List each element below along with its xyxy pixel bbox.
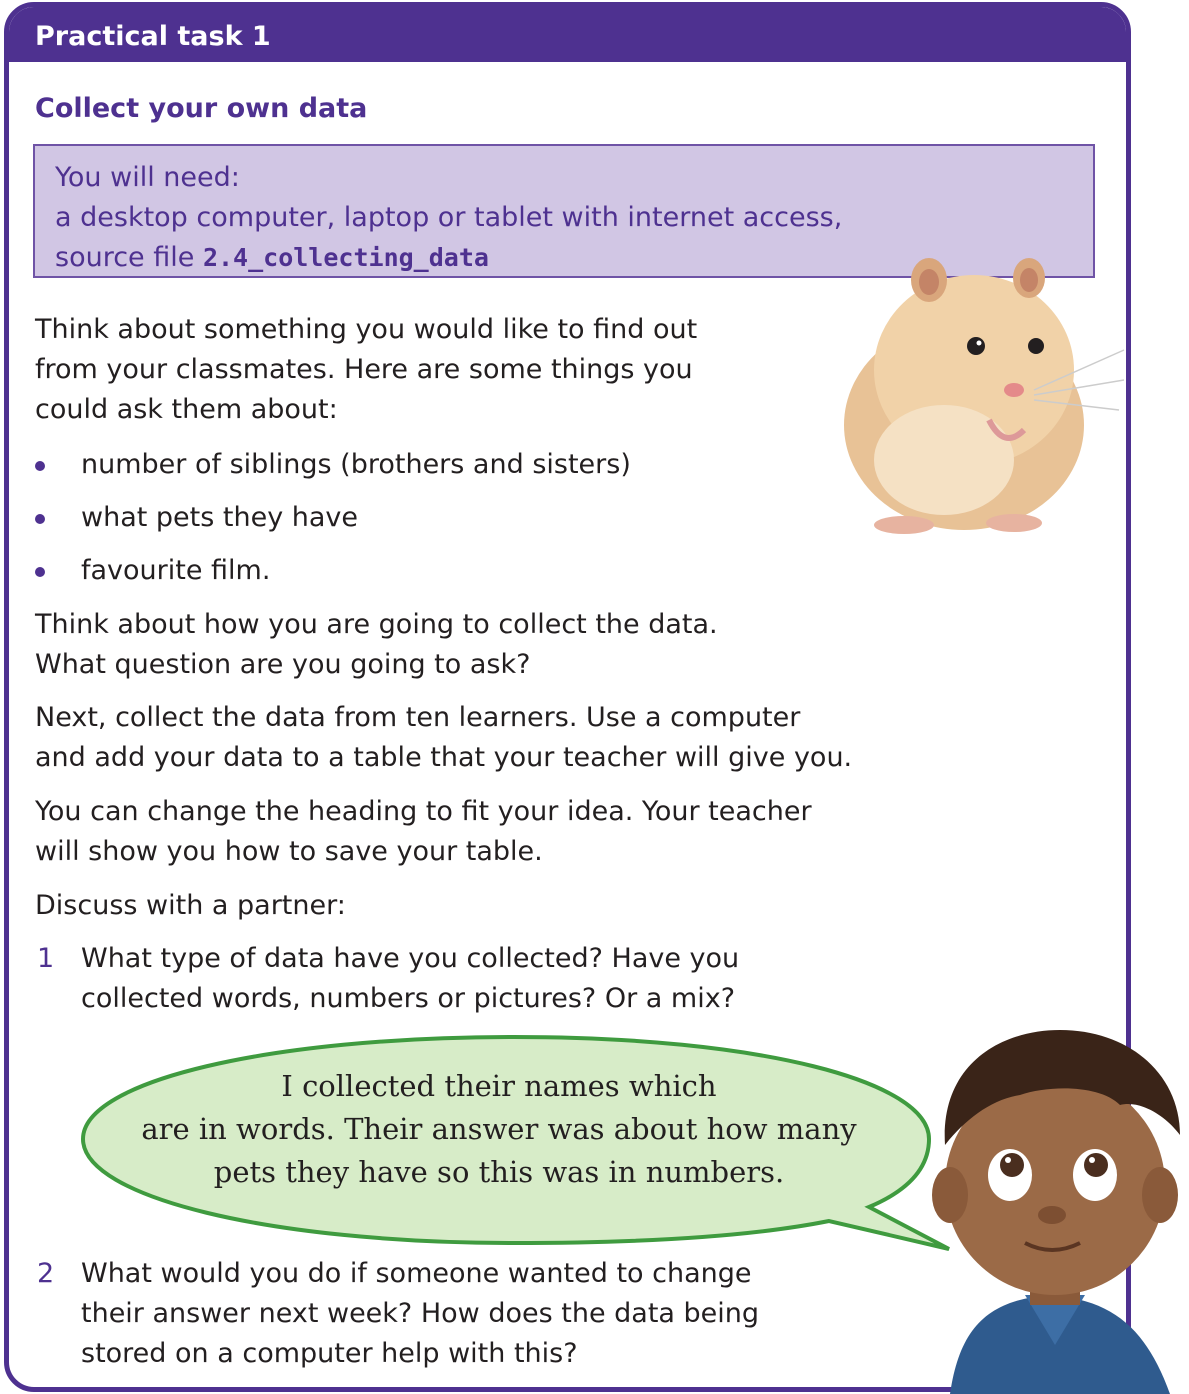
hamster-illustration bbox=[824, 250, 1129, 540]
source-file-name: 2.4_collecting_data bbox=[202, 243, 489, 272]
intro-line: could ask them about: bbox=[35, 394, 338, 425]
speech-bubble-text bbox=[79, 1065, 919, 1194]
paragraph-line: You can change the heading to fit your idea. Your teacher bbox=[35, 796, 812, 827]
intro-text bbox=[35, 310, 697, 430]
bullet-dot bbox=[35, 514, 45, 524]
question-line: stored on a computer help with this? bbox=[81, 1338, 578, 1369]
question-line: their answer next week? How does the data being bbox=[81, 1298, 760, 1329]
paragraph-line: will show you how to save your table. bbox=[35, 836, 543, 867]
bullet-text: favourite film. bbox=[81, 555, 271, 586]
speech-line: are in words. Their answer was about how many bbox=[141, 1112, 857, 1146]
you-will-need-line1: a desktop computer, laptop or tablet with internet access, bbox=[55, 202, 843, 233]
bullet-text: number of siblings (brothers and sisters) bbox=[81, 449, 631, 480]
intro-line: from your classmates. Here are some things you bbox=[35, 354, 693, 385]
paragraph-line: Next, collect the data from ten learners. Use a computer bbox=[35, 702, 801, 733]
discuss-label: Discuss with a partner: bbox=[35, 890, 346, 921]
source-file-prefix: source file bbox=[55, 242, 203, 273]
question-number: 2 bbox=[37, 1258, 55, 1289]
bullet-dot bbox=[35, 461, 45, 471]
intro-line: Think about something you would like to find out bbox=[35, 314, 698, 345]
speech-line: pets they have so this was in numbers. bbox=[213, 1155, 785, 1189]
paragraph-line: Think about how you are going to collect the data. bbox=[35, 609, 718, 640]
task-title: Practical task 1 bbox=[35, 21, 271, 52]
question-line: What would you do if someone wanted to change bbox=[81, 1258, 752, 1289]
question-number: 1 bbox=[37, 943, 55, 974]
question-line: What type of data have you collected? Have you bbox=[81, 943, 740, 974]
boy-illustration bbox=[930, 1025, 1189, 1394]
paragraph-line: What question are you going to ask? bbox=[35, 649, 531, 680]
collect-paragraph bbox=[35, 605, 718, 685]
question-text bbox=[81, 1254, 759, 1374]
next-paragraph bbox=[35, 698, 852, 778]
task-subtitle: Collect your own data bbox=[35, 93, 368, 124]
paragraph-line: and add your data to a table that your teacher will give you. bbox=[35, 742, 853, 773]
bullet-dot bbox=[35, 567, 45, 577]
task-header bbox=[9, 7, 1126, 62]
heading-paragraph bbox=[35, 792, 812, 872]
question-line: collected words, numbers or pictures? Or a mix? bbox=[81, 983, 736, 1014]
question-text bbox=[81, 939, 739, 1019]
bullet-text: what pets they have bbox=[81, 502, 359, 533]
you-will-need-heading: You will need: bbox=[55, 162, 240, 193]
speech-line: I collected their names which bbox=[281, 1069, 717, 1103]
